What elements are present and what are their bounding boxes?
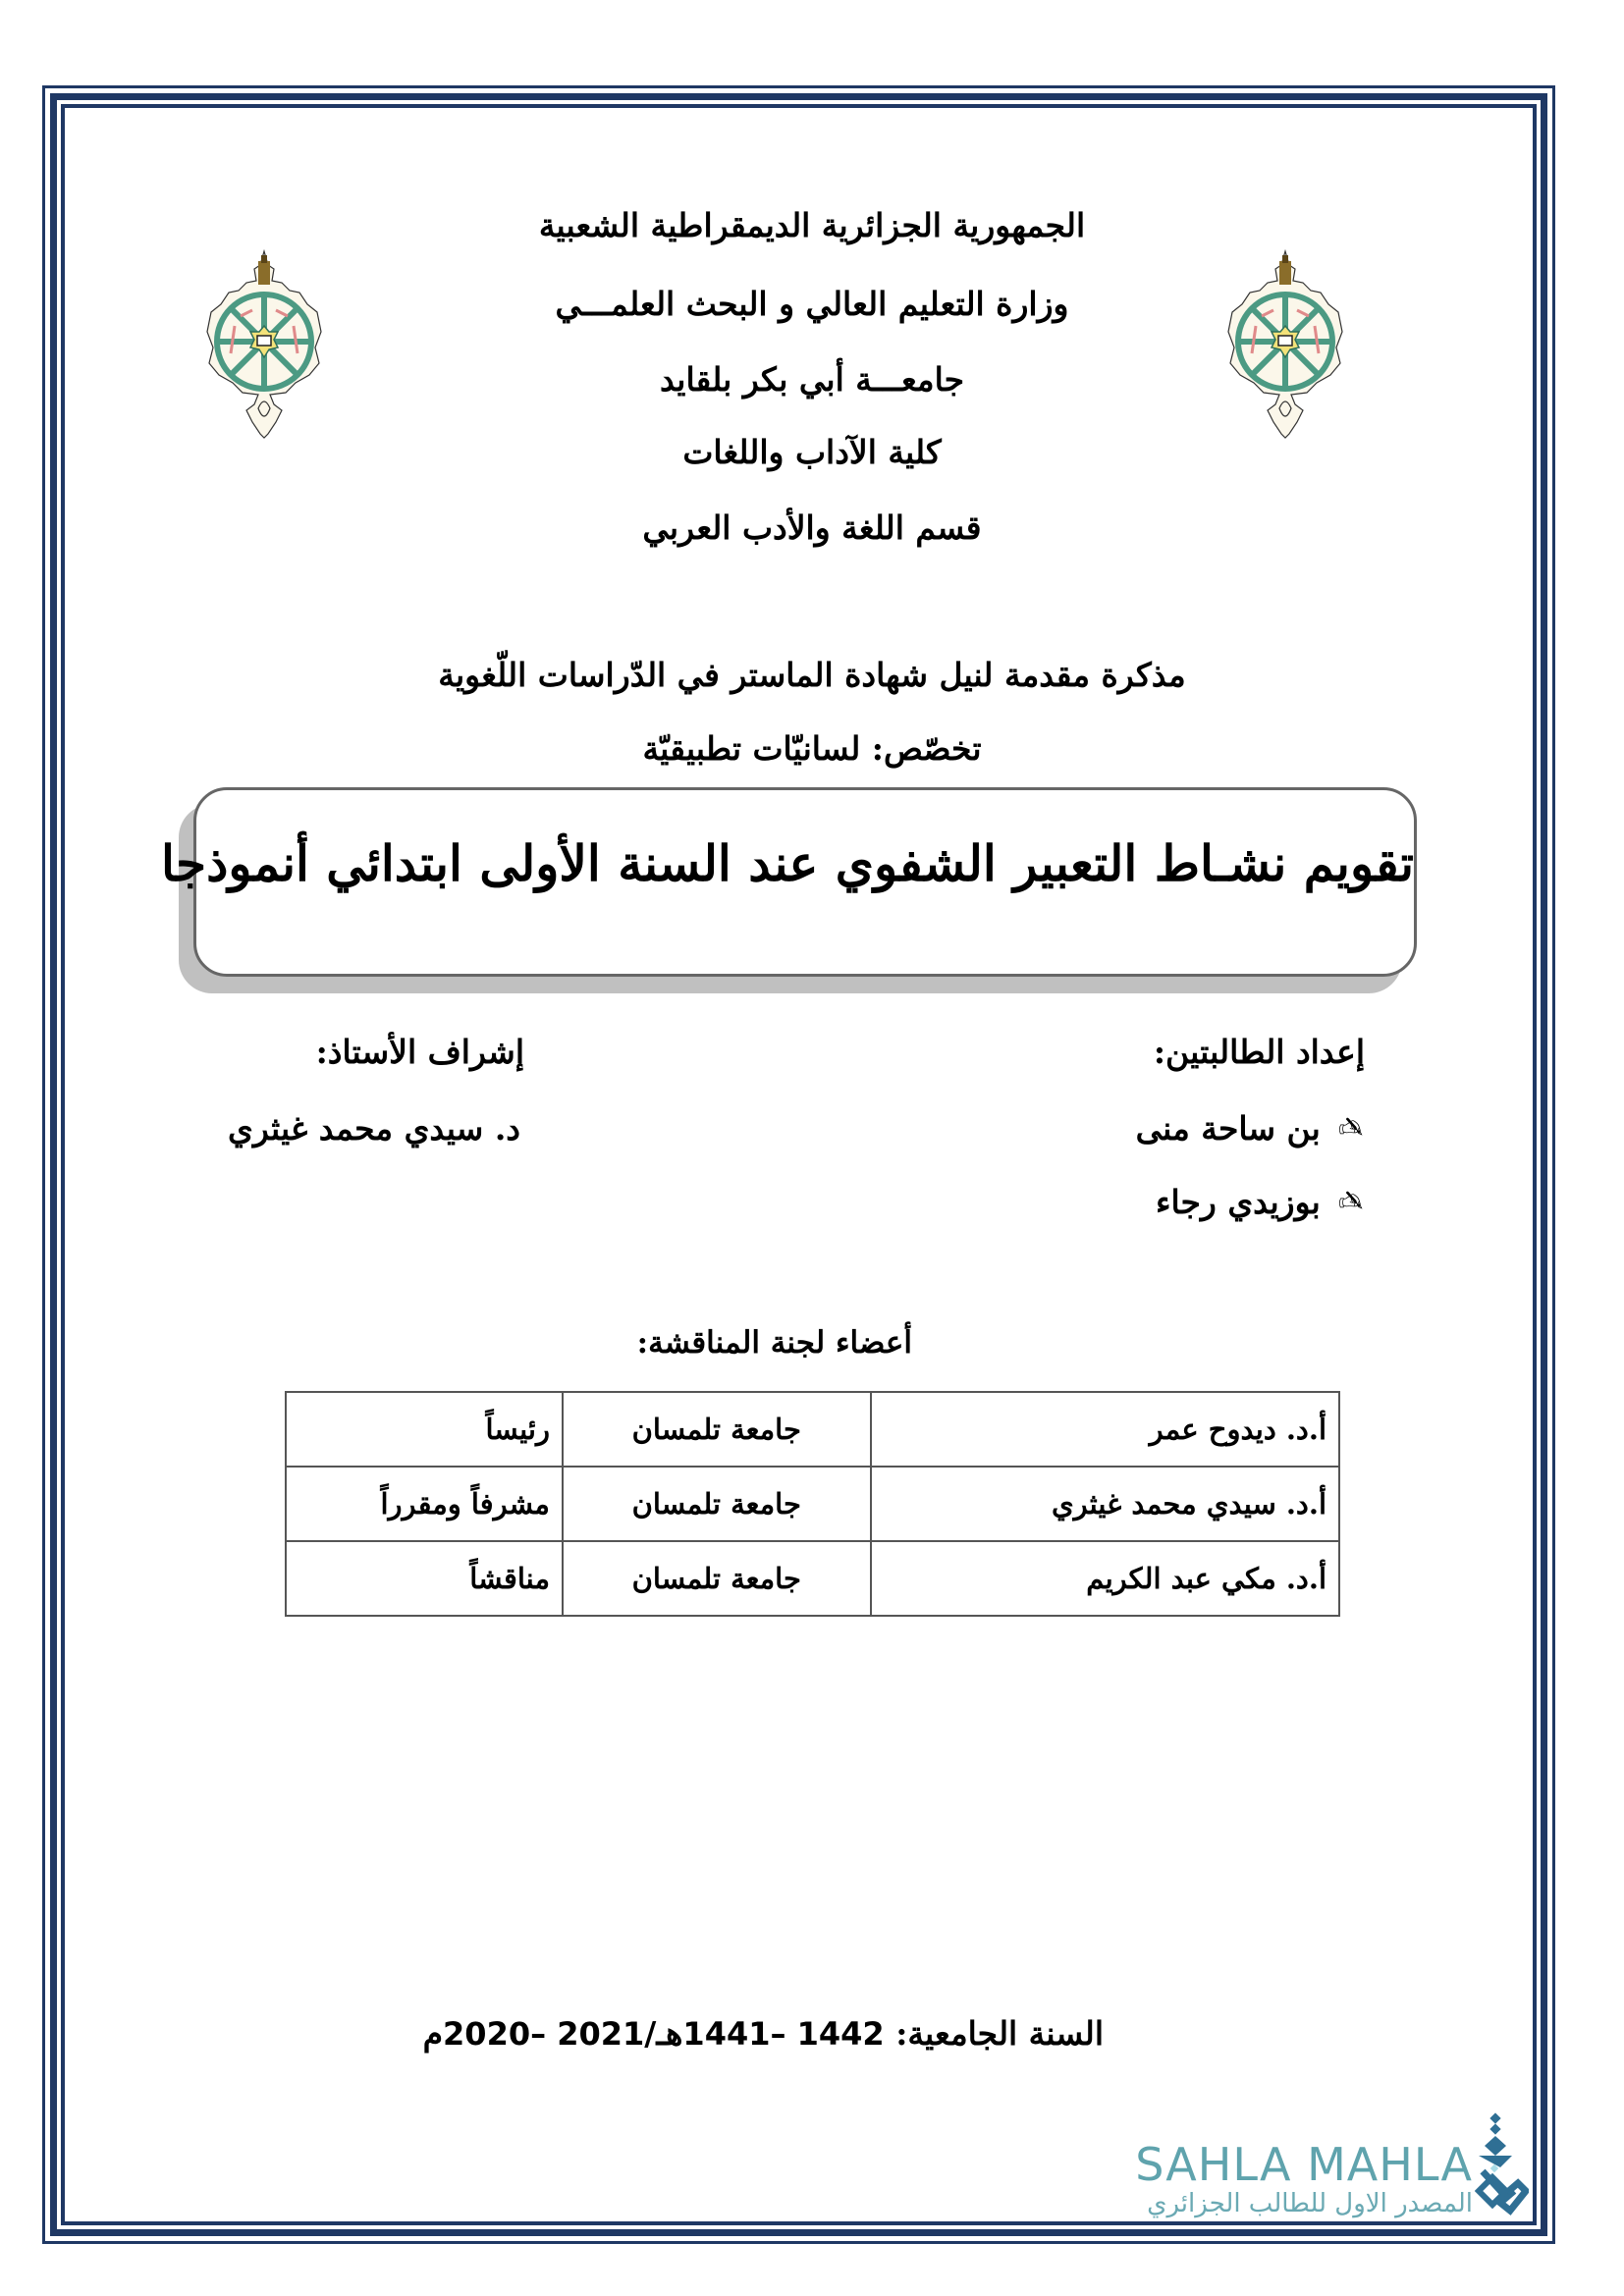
table-row [286,1467,1339,1541]
member-name: أ.د. سيدي محمد غيثري [871,1467,1339,1541]
academic-year-gregorian: 2020– 2021 [443,2015,645,2053]
thesis-title-box [160,787,1417,977]
students-label: إعداد الطالبتين: [1153,1033,1365,1071]
watermark-brand: SAHLA MAHLA [1135,2138,1473,2191]
sahla-mahla-watermark [1090,2138,1473,2218]
academic-year [423,2014,1104,2053]
student-name: بوزيدي رجاء [1155,1183,1321,1221]
university-name: جامعـــة أبي بكر بلقايد [659,360,965,399]
member-role: مناقشاً [286,1541,563,1616]
university-emblem-icon [1224,247,1347,439]
member-university: جامعة تلمسان [563,1541,871,1616]
member-university: جامعة تلمسان [563,1467,871,1541]
supervisor-label: إشراف الأستاذ: [315,1033,524,1071]
academic-year-hijri: 1441– 1442 [682,2015,885,2053]
ministry-name: وزارة التعليم العالي و البحث العلمـــي [555,285,1069,323]
specialty: تخصّص: لسانيّات تطبيقيّة [642,729,982,768]
committee-table [285,1391,1340,1617]
faculty-name: كلية الآداب واللغات [682,433,942,471]
member-name: أ.د. ديدوح عمر [871,1392,1339,1467]
degree-statement: مذكرة مقدمة لنيل شهادة الماستر في الدّراسات اللّغوية [438,656,1186,694]
sahla-mahla-logo [1475,2112,1529,2220]
committee-label: أعضاء لجنة المناقشة: [636,1325,912,1361]
department-name: قسم اللغة والأدب العربي [642,508,982,547]
hijri-suffix: هـ/ [644,2014,683,2053]
table-row [286,1392,1339,1467]
university-emblem-left [203,247,326,439]
student-item [1136,1109,1363,1148]
gregorian-suffix: م [422,2014,444,2053]
member-university: جامعة تلمسان [563,1392,871,1467]
thesis-title: تقويم نشـاط التعبير الشفوي عند السنة الأولى ابتدائي أنموذجا [160,834,1414,892]
supervisor-name: د. سيدي محمد غيثري [228,1109,520,1148]
watermark-tagline: المصدر الاول للطالب الجزائري [1147,2189,1473,2218]
university-emblem-icon [203,247,326,439]
student-name: بن ساحة منى [1135,1109,1321,1148]
member-name: أ.د. مكي عبد الكريم [871,1541,1339,1616]
academic-year-label: السنة الجامعية: [895,2014,1104,2053]
student-item [1156,1183,1363,1221]
member-role: رئيساً [286,1392,563,1467]
writing-hand-icon: ✍ [1337,1185,1363,1219]
university-emblem-right [1224,247,1347,439]
table-row [286,1541,1339,1616]
republic-name: الجمهورية الجزائرية الديمقراطية الشعبية [538,206,1086,244]
member-role: مشرفاً ومقرراً [286,1467,563,1541]
calligraphy-logo-icon [1475,2112,1529,2220]
writing-hand-icon: ✍ [1337,1111,1363,1146]
